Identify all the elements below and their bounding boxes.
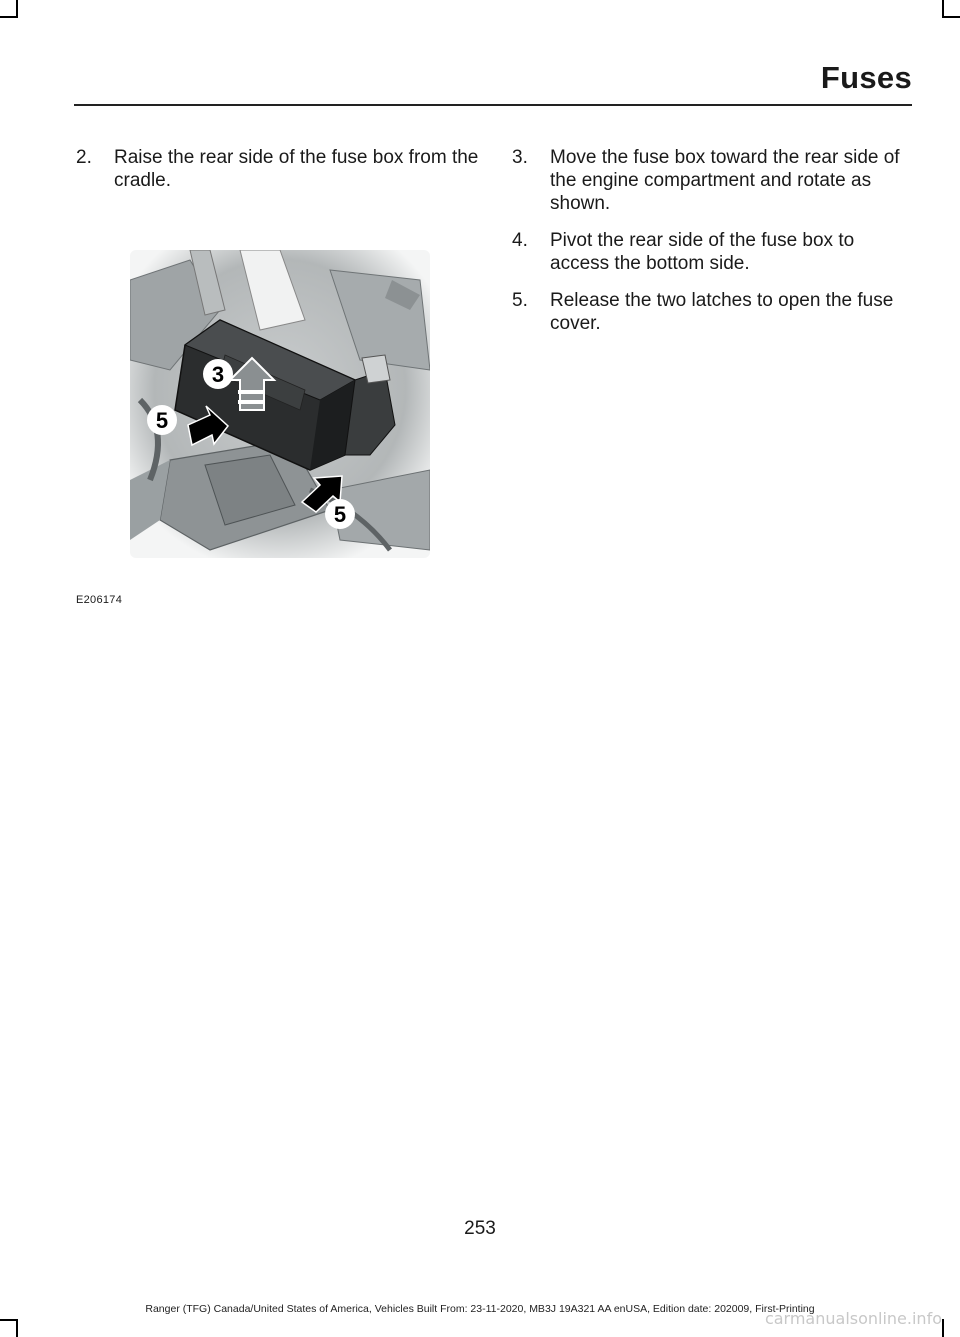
footer-text: Ranger (TFG) Canada/United States of America, Vehicles Built From: 23-11-2020, MB3J 19A321 AA enUSA, Edition date: 202009, First-Printing [145,1303,815,1315]
step-number: 3. [512,147,528,168]
step-number: 4. [512,230,528,251]
step-number: 2. [76,147,92,168]
callout-label: 5 [333,502,347,527]
step-text: Release the two latches to open the fuse cover. [550,290,894,334]
step-item [512,229,912,275]
right-column [512,146,912,349]
page-title: Fuses [820,60,912,95]
step-text: Move the fuse box toward the rear side of the engine compartment and rotate as shown. [550,147,900,214]
step-item [512,146,912,215]
page-number: 253 [464,1218,496,1239]
crop-mark [0,16,18,18]
step-number: 5. [512,290,528,311]
left-column [76,146,486,206]
crop-mark [0,1319,18,1321]
step-item [512,289,912,335]
crop-mark [942,1319,944,1337]
watermark: carmanualsonline.info [764,1309,942,1328]
header-rule [74,104,912,106]
step-text: Pivot the rear side of the fuse box to access the bottom side. [550,230,855,274]
figure-code: E206174 [76,594,123,606]
step-item [76,146,486,192]
fuse-box-illustration [130,250,430,558]
crop-mark [942,16,960,18]
step-text: Raise the rear side of the fuse box from the cradle. [114,147,479,191]
callout-label: 5 [155,408,169,433]
callout-label: 3 [211,362,225,387]
crop-mark [16,1319,18,1337]
